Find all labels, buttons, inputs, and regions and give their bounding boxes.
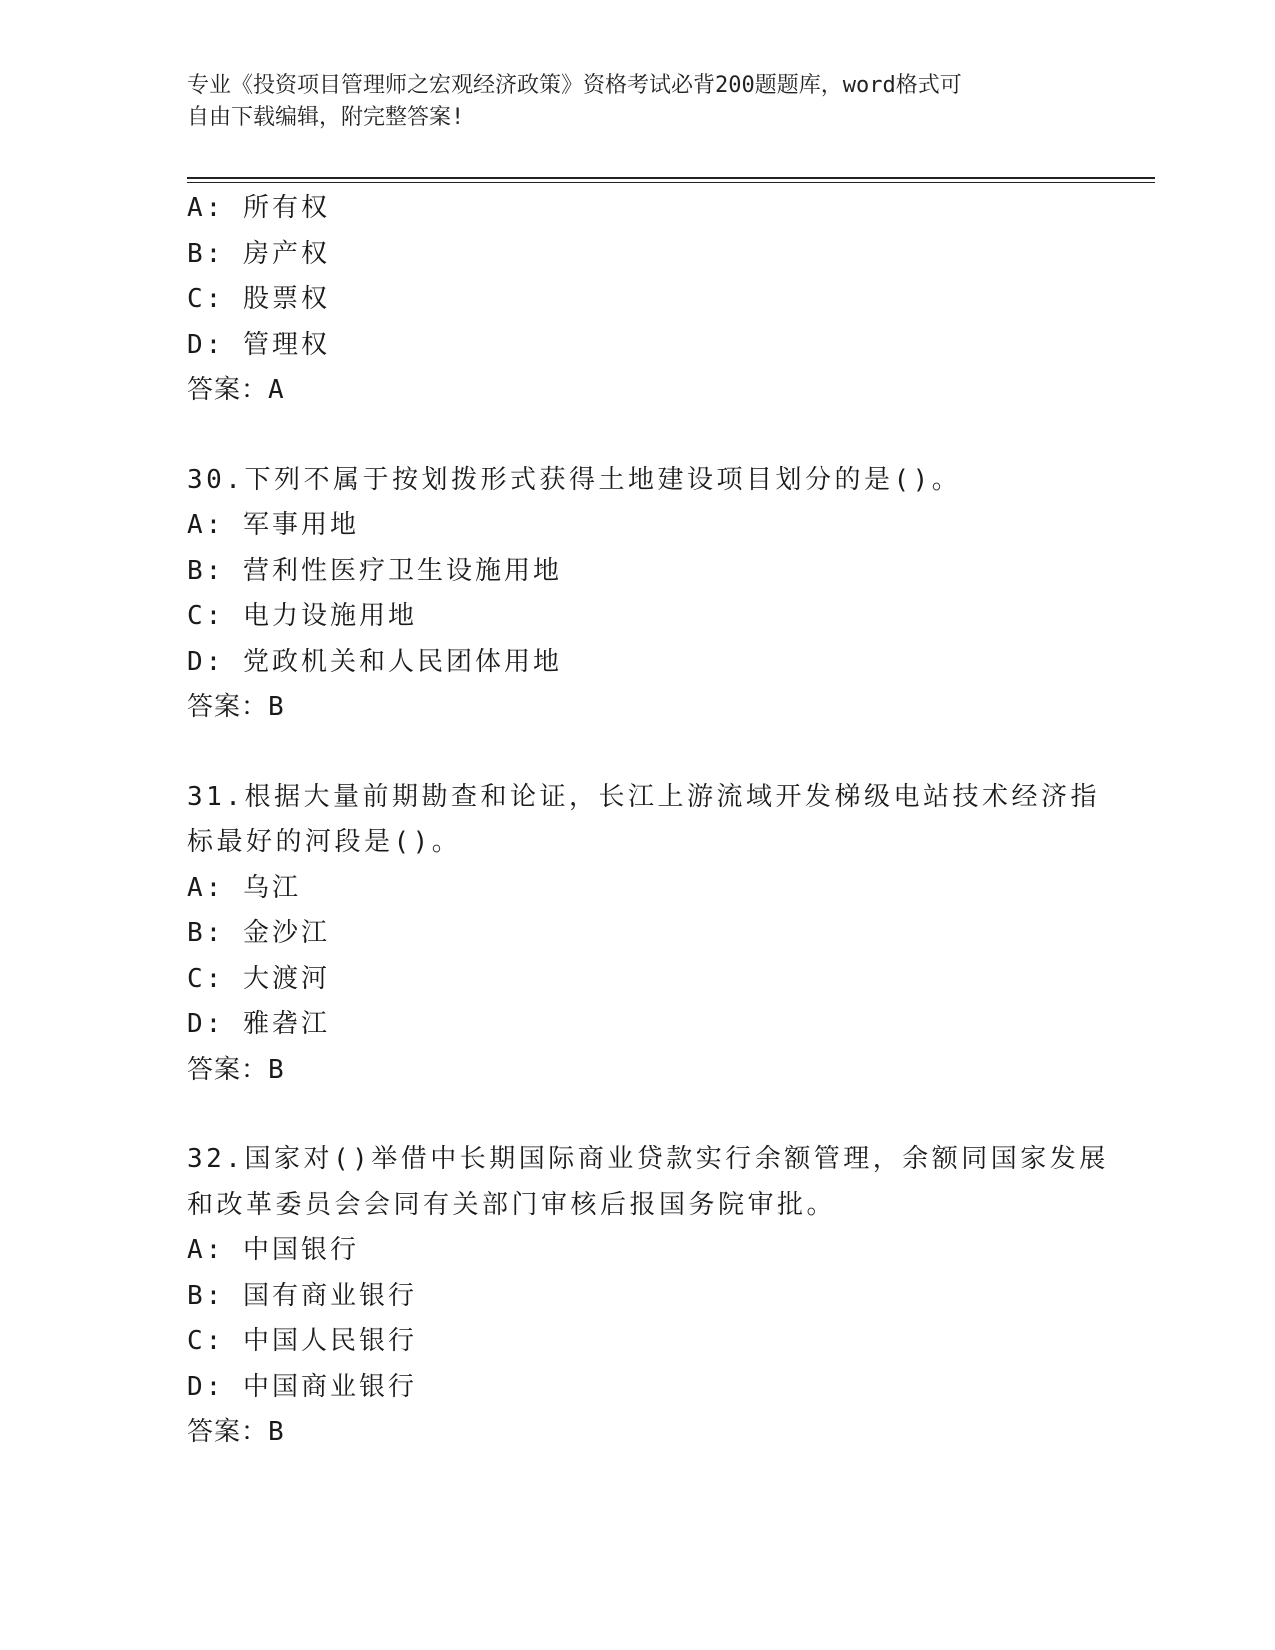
question-block-31: [187, 775, 1100, 1094]
option-d: D: 中国商业银行: [187, 1371, 417, 1402]
question-text: 31.根据大量前期勘查和论证，长江上游流域开发梯级电站技术经济指: [187, 781, 1100, 812]
question-text: 32.国家对()举借中长期国际商业贷款实行余额管理，余额同国家发展: [187, 1144, 1109, 1174]
option-c: C: 大渡河: [187, 963, 330, 994]
document-body: [187, 186, 1109, 1456]
question-block-32: [187, 1137, 1109, 1456]
option-a: A: 中国银行: [187, 1235, 359, 1265]
option-c: C: 中国人民银行: [187, 1326, 417, 1356]
question-text: 30.下列不属于按划拨形式获得土地建设项目划分的是()。: [187, 464, 962, 495]
answer: 答案：B: [187, 1417, 285, 1447]
option-d: D: 管理权: [187, 329, 330, 360]
option-a: A: 军事用地: [187, 510, 359, 540]
question-block-29: [187, 186, 1087, 414]
answer: 答案：A: [187, 375, 285, 405]
question-text-cont: 标最好的河段是()。: [187, 827, 462, 857]
spacer: [187, 1093, 1087, 1137]
question-block-30: [187, 458, 1087, 731]
spacer: [187, 414, 1087, 458]
header-line-2: 自由下载编辑，附完整答案!: [187, 105, 465, 130]
document-header: [187, 70, 1087, 134]
option-b: B: 营利性医疗卫生设施用地: [187, 555, 562, 586]
header-rule-thick: [187, 177, 1155, 179]
answer: 答案：B: [187, 692, 285, 722]
option-a: A: 所有权: [187, 193, 330, 223]
option-d: D: 党政机关和人民团体用地: [187, 646, 562, 677]
header-line-1: 专业《投资项目管理师之宏观经济政策》资格考试必背200题题库，word格式可: [187, 73, 962, 98]
answer: 答案：B: [187, 1054, 285, 1085]
option-d: D: 雅砻江: [187, 1009, 330, 1039]
option-b: B: 金沙江: [187, 918, 330, 948]
option-b: B: 房产权: [187, 238, 330, 269]
spacer: [187, 731, 1087, 775]
question-text-cont: 和改革委员会会同有关部门审核后报国务院审批。: [187, 1189, 837, 1220]
option-a: A: 乌江: [187, 872, 301, 903]
option-b: B: 国有商业银行: [187, 1280, 417, 1311]
option-c: C: 电力设施用地: [187, 601, 417, 631]
option-c: C: 股票权: [187, 284, 330, 314]
header-rule-thin: [187, 182, 1155, 183]
